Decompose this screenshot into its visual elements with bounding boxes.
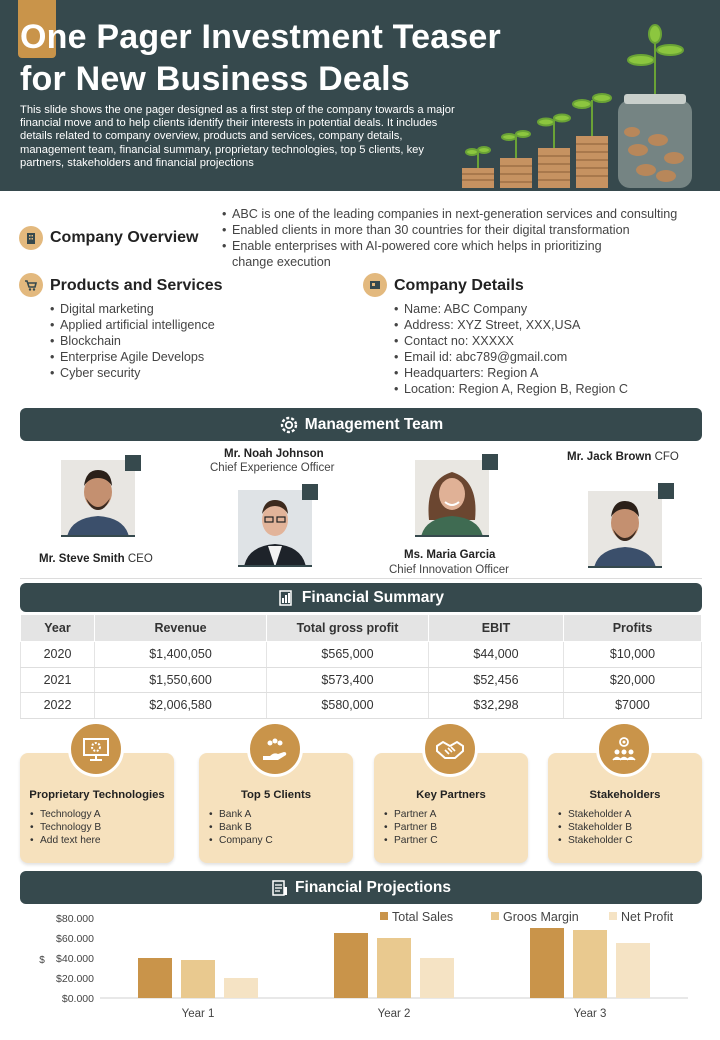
list-item: • Email id: abc789@gmail.com: [394, 349, 714, 365]
column-header: EBIT: [429, 615, 564, 642]
list-item: • Cyber security: [50, 365, 330, 381]
table-header-row: [21, 615, 702, 642]
bar-total-sales: [138, 958, 172, 998]
avatar: [588, 491, 662, 568]
card-title: Top 5 Clients: [240, 789, 312, 801]
x-tick-label: Year 2: [377, 1008, 411, 1020]
y-tick-label: $80.000: [56, 913, 94, 925]
avatar: [238, 490, 312, 567]
list-item: • Applied artificial intelligence: [50, 317, 330, 333]
bar-total-sales: [530, 928, 564, 998]
list-item: • Partner C: [384, 834, 438, 847]
hand-people-icon: [247, 721, 303, 777]
team-icon: [596, 721, 652, 777]
bar-total-sales: [334, 933, 368, 998]
list-item: • Address: XYZ Street, XXX,USA: [394, 317, 714, 333]
card-list: [209, 808, 273, 847]
list-item: • Stakeholder A: [558, 808, 633, 821]
member-role: Chief Experience Officer: [210, 462, 335, 474]
list-item: • Partner B: [384, 821, 438, 834]
page-description: This slide shows the one pager designed as a first step of the company towards a major financial move and to help clients identify their interests in potential deals. It includes details related to company overview, products and services, company details, management team, financial summary, proprietary technologies, top 5 clients, key partners, stakeholders and financial projections: [20, 104, 455, 169]
column-header: Profits: [564, 615, 702, 642]
list-item: • Company C: [209, 834, 273, 847]
member-name: Ms. Maria Garcia: [404, 549, 496, 561]
legend-swatch: [609, 912, 617, 920]
table-cell: $10,000: [564, 642, 702, 668]
y-tick-label: $60.000: [56, 933, 94, 945]
photo-tag: [125, 455, 141, 471]
list-item: • Contact no: XXXXX: [394, 333, 714, 349]
card-title: Stakeholders: [589, 789, 661, 801]
table-row: [21, 642, 702, 668]
table-cell: $20,000: [564, 667, 702, 693]
table-row: [21, 693, 702, 719]
legend-label: Groos Margin: [503, 910, 579, 924]
table-cell: $1,550,600: [95, 667, 267, 693]
y-tick-label: $0.000: [61, 993, 94, 1005]
report-icon: [278, 589, 296, 607]
member-name: Mr. Jack Brown CFO: [567, 451, 679, 463]
list-item: • Stakeholder C: [558, 834, 633, 847]
column-header: Revenue: [95, 615, 267, 642]
list-item: • Enabled clients in more than 30 countries for their digital transformation: [222, 222, 707, 238]
monitor-gear-icon: [68, 721, 124, 777]
card-list: [384, 808, 438, 847]
products-services-list: [50, 301, 330, 381]
report-icon: [271, 879, 289, 897]
x-tick-label: Year 1: [181, 1008, 215, 1020]
handshake-icon: [422, 721, 478, 777]
table-cell: $7000: [564, 693, 702, 719]
table-cell: $52,456: [429, 667, 564, 693]
header-banner: [0, 0, 720, 191]
bar-net-profit: [224, 978, 258, 998]
id-card-icon: [363, 273, 387, 297]
legend-swatch: [491, 912, 499, 920]
photo-tag: [302, 484, 318, 500]
list-item: • Enable enterprises with AI-powered core which helps in prioritizing change execution: [222, 238, 642, 270]
table-cell: $44,000: [429, 642, 564, 668]
bar-groos-margin: [181, 960, 215, 998]
page-title: One Pager Investment Teaser for New Business Deals: [20, 18, 501, 98]
avatar: [415, 460, 489, 537]
list-item: • Stakeholder B: [558, 821, 633, 834]
table-cell: 2022: [21, 693, 95, 719]
y-tick-label: $20.000: [56, 973, 94, 985]
legend-label: Total Sales: [392, 910, 454, 924]
list-item: • ABC is one of the leading companies in next-generation services and consulting: [222, 206, 707, 222]
list-item: • Name: ABC Company: [394, 301, 714, 317]
company-overview-heading: Company Overview: [50, 229, 199, 246]
legend-swatch: [380, 912, 388, 920]
card-list: [558, 808, 633, 847]
company-details-heading: Company Details: [394, 277, 524, 294]
list-item: • Headquarters: Region A: [394, 365, 714, 381]
table-cell: $580,000: [267, 693, 429, 719]
y-axis-label: $: [39, 955, 45, 966]
list-item: • Location: Region A, Region B, Region C: [394, 381, 714, 397]
building-icon: [19, 226, 43, 250]
financial-projections-chart: [20, 908, 710, 1030]
card-list: [30, 808, 101, 847]
photo-tag: [482, 454, 498, 470]
table-cell: $565,000: [267, 642, 429, 668]
table-cell: $1,400,050: [95, 642, 267, 668]
table-cell: $32,298: [429, 693, 564, 719]
avatar: [61, 460, 135, 537]
list-item: • Bank A: [209, 808, 273, 821]
member-name: Mr. Noah Johnson: [224, 448, 324, 460]
company-overview-list: [222, 206, 707, 270]
bar-groos-margin: [573, 930, 607, 998]
financial-summary-table: [20, 614, 702, 719]
table-cell: 2020: [21, 642, 95, 668]
list-item: • Digital marketing: [50, 301, 330, 317]
member-role: Chief Innovation Officer: [389, 564, 509, 576]
list-item: • Bank B: [209, 821, 273, 834]
financial-projections-bar: Financial Projections: [20, 871, 702, 904]
management-team-bar: Management Team: [20, 408, 702, 441]
cart-icon: [19, 273, 43, 297]
list-item: • Partner A: [384, 808, 438, 821]
card-title: Proprietary Technologies: [29, 789, 165, 801]
list-item: • Technology A: [30, 808, 101, 821]
legend-label: Net Profit: [621, 910, 674, 924]
bar-net-profit: [616, 943, 650, 998]
gear-icon: [279, 415, 299, 435]
column-header: Year: [21, 615, 95, 642]
table-cell: $2,006,580: [95, 693, 267, 719]
divider: [20, 578, 702, 579]
list-item: • Enterprise Agile Develops: [50, 349, 330, 365]
x-tick-label: Year 3: [573, 1008, 607, 1020]
table-row: [21, 667, 702, 693]
photo-tag: [658, 483, 674, 499]
products-services-heading: Products and Services: [50, 277, 223, 294]
list-item: • Technology B: [30, 821, 101, 834]
table-cell: $573,400: [267, 667, 429, 693]
member-name: Mr. Steve Smith CEO: [39, 553, 153, 565]
bar-net-profit: [420, 958, 454, 998]
column-header: Total gross profit: [267, 615, 429, 642]
coin-stacks-plant-image: [460, 20, 720, 191]
list-item: • Add text here: [30, 834, 101, 847]
company-details-list: [394, 301, 714, 397]
card-title: Key Partners: [416, 789, 486, 801]
list-item: • Blockchain: [50, 333, 330, 349]
financial-summary-bar: Financial Summary: [20, 583, 702, 612]
table-cell: 2021: [21, 667, 95, 693]
y-tick-label: $40.000: [56, 953, 94, 965]
bar-groos-margin: [377, 938, 411, 998]
